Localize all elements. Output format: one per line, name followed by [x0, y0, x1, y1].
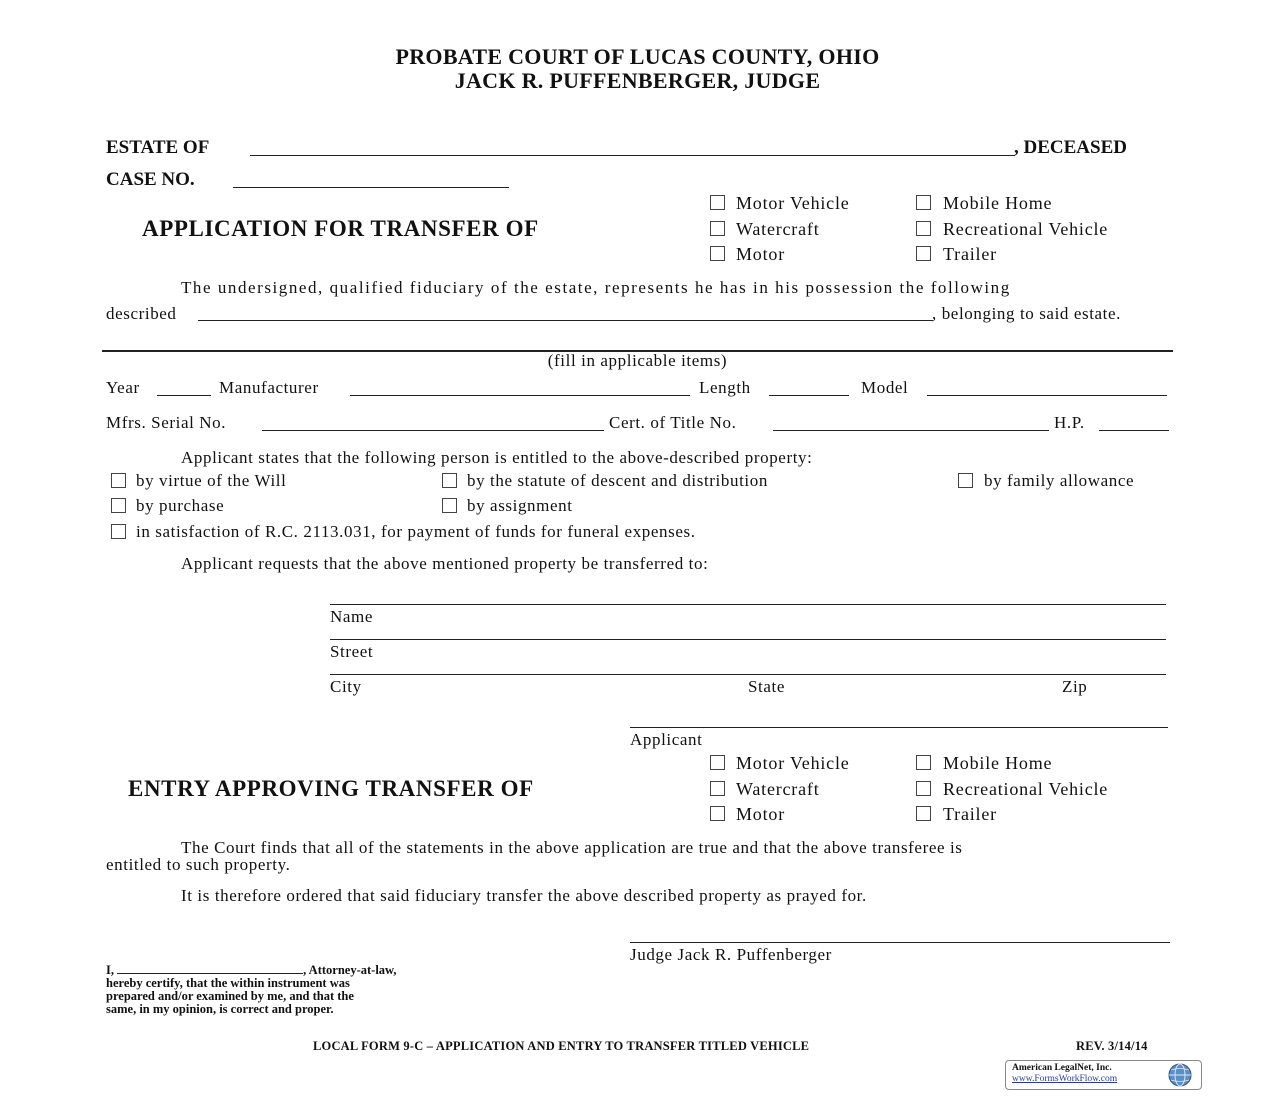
entry-checkbox-trailer[interactable]	[916, 806, 931, 821]
title-no-label: Cert. of Title No.	[609, 413, 737, 432]
checkbox-family-allowance[interactable]	[958, 473, 973, 488]
city-state-zip-field[interactable]	[330, 674, 1166, 675]
entry-option-trailer: Trailer	[943, 804, 997, 824]
finding-line2: entitled to such property.	[106, 855, 291, 874]
option-assignment: by assignment	[467, 496, 573, 515]
applicant-signature-line[interactable]	[630, 727, 1168, 728]
serial-field[interactable]	[262, 430, 604, 431]
name-label: Name	[330, 607, 373, 626]
option-will: by virtue of the Will	[136, 471, 287, 490]
deceased-label: , DECEASED	[1014, 137, 1127, 158]
zip-label: Zip	[1062, 677, 1088, 696]
attorney-line2: hereby certify, that the within instrument was	[106, 976, 350, 990]
checkbox-descent[interactable]	[442, 473, 457, 488]
option-descent: by the statute of descent and distribution	[467, 471, 768, 490]
revision: REV. 3/14/14	[1076, 1039, 1148, 1053]
logo-company: American LegalNet, Inc.	[1012, 1063, 1112, 1073]
judge-signature-line[interactable]	[630, 942, 1170, 943]
intro-belonging-label: , belonging to said estate.	[932, 304, 1121, 323]
app-checkbox-trailer[interactable]	[916, 246, 931, 261]
attorney-prefix: I,	[106, 963, 114, 977]
judge-title: JACK R. PUFFENBERGER, JUDGE	[454, 68, 821, 93]
items-heading: (fill in applicable items)	[547, 351, 728, 370]
app-option-motor-vehicle: Motor Vehicle	[736, 193, 850, 213]
hp-field[interactable]	[1099, 430, 1169, 431]
entry-checkbox-recreational-vehicle[interactable]	[916, 781, 931, 796]
order-text: It is therefore ordered that said fiduciary transfer the above described property as prayed for.	[181, 886, 867, 905]
manufacturer-field[interactable]	[350, 395, 690, 396]
logo-url[interactable]: www.FormsWorkFlow.com	[1012, 1074, 1118, 1084]
entry-checkbox-mobile-home[interactable]	[916, 755, 931, 770]
city-label: City	[330, 677, 362, 696]
entry-option-mobile-home: Mobile Home	[943, 753, 1053, 773]
entry-option-motor: Motor	[736, 804, 785, 824]
app-option-watercraft: Watercraft	[736, 219, 820, 239]
attorney-line4: same, in my opinion, is correct and proper.	[106, 1002, 334, 1016]
app-option-motor: Motor	[736, 244, 785, 264]
title-no-field[interactable]	[773, 430, 1049, 431]
entry-option-recreational-vehicle: Recreational Vehicle	[943, 779, 1109, 799]
option-funeral: in satisfaction of R.C. 2113.031, for payment of funds for funeral expenses.	[136, 522, 696, 541]
length-label: Length	[699, 378, 751, 397]
name-field[interactable]	[330, 604, 1166, 605]
app-checkbox-watercraft[interactable]	[710, 221, 725, 236]
app-option-trailer: Trailer	[943, 244, 997, 264]
case-number-field[interactable]	[233, 187, 509, 188]
checkbox-purchase[interactable]	[111, 498, 126, 513]
intro-paragraph-line1: The undersigned, qualified fiduciary of the estate, represents he has in his possession the following	[181, 278, 1011, 297]
app-checkbox-motor-vehicle[interactable]	[710, 195, 725, 210]
entry-checkbox-motor[interactable]	[710, 806, 725, 821]
entry-checkbox-watercraft[interactable]	[710, 781, 725, 796]
model-label: Model	[861, 378, 909, 397]
entry-checkbox-motor-vehicle[interactable]	[710, 755, 725, 770]
app-option-recreational-vehicle: Recreational Vehicle	[943, 219, 1109, 239]
finding-line1: The Court finds that all of the statements in the above application are true and that the above transferee is	[181, 838, 963, 857]
street-label: Street	[330, 642, 374, 661]
transfer-intro: Applicant requests that the above mentioned property be transferred to:	[181, 554, 709, 573]
judge-signature-label: Judge Jack R. Puffenberger	[630, 945, 832, 964]
application-title: APPLICATION FOR TRANSFER OF	[142, 216, 539, 241]
year-label: Year	[106, 378, 140, 397]
described-field[interactable]	[198, 320, 933, 321]
state-label: State	[748, 677, 785, 696]
street-field[interactable]	[330, 639, 1166, 640]
intro-described-label: described	[106, 304, 177, 323]
legalnet-logo	[1005, 1060, 1202, 1090]
checkbox-assignment[interactable]	[442, 498, 457, 513]
app-option-mobile-home: Mobile Home	[943, 193, 1053, 213]
option-purchase: by purchase	[136, 496, 225, 515]
length-field[interactable]	[769, 395, 849, 396]
year-field[interactable]	[157, 395, 211, 396]
attorney-line3: prepared and/or examined by me, and that the	[106, 989, 354, 1003]
app-checkbox-mobile-home[interactable]	[916, 195, 931, 210]
attorney-name-field[interactable]	[117, 964, 303, 974]
case-label: CASE NO.	[106, 169, 195, 190]
model-field[interactable]	[927, 395, 1167, 396]
entitlement-intro: Applicant states that the following person is entitled to the above-described property:	[181, 448, 813, 467]
manufacturer-label: Manufacturer	[219, 378, 319, 397]
entry-option-watercraft: Watercraft	[736, 779, 820, 799]
entry-option-motor-vehicle: Motor Vehicle	[736, 753, 850, 773]
entry-title: ENTRY APPROVING TRANSFER OF	[128, 776, 534, 801]
checkbox-funeral[interactable]	[111, 524, 126, 539]
attorney-suffix: , Attorney-at-law,	[303, 963, 397, 977]
estate-label: ESTATE OF	[106, 137, 210, 158]
app-checkbox-motor[interactable]	[710, 246, 725, 261]
form-id: LOCAL FORM 9-C – APPLICATION AND ENTRY TO TRANSFER TITLED VEHICLE	[313, 1039, 810, 1053]
estate-field[interactable]	[250, 155, 1015, 156]
app-checkbox-recreational-vehicle[interactable]	[916, 221, 931, 236]
checkbox-will[interactable]	[111, 473, 126, 488]
serial-label: Mfrs. Serial No.	[106, 413, 227, 432]
applicant-label: Applicant	[630, 730, 703, 749]
court-title: PROBATE COURT OF LUCAS COUNTY, OHIO	[395, 44, 880, 69]
hp-label: H.P.	[1054, 413, 1085, 432]
globe-icon	[1163, 1062, 1197, 1088]
option-family-allowance: by family allowance	[984, 471, 1135, 490]
